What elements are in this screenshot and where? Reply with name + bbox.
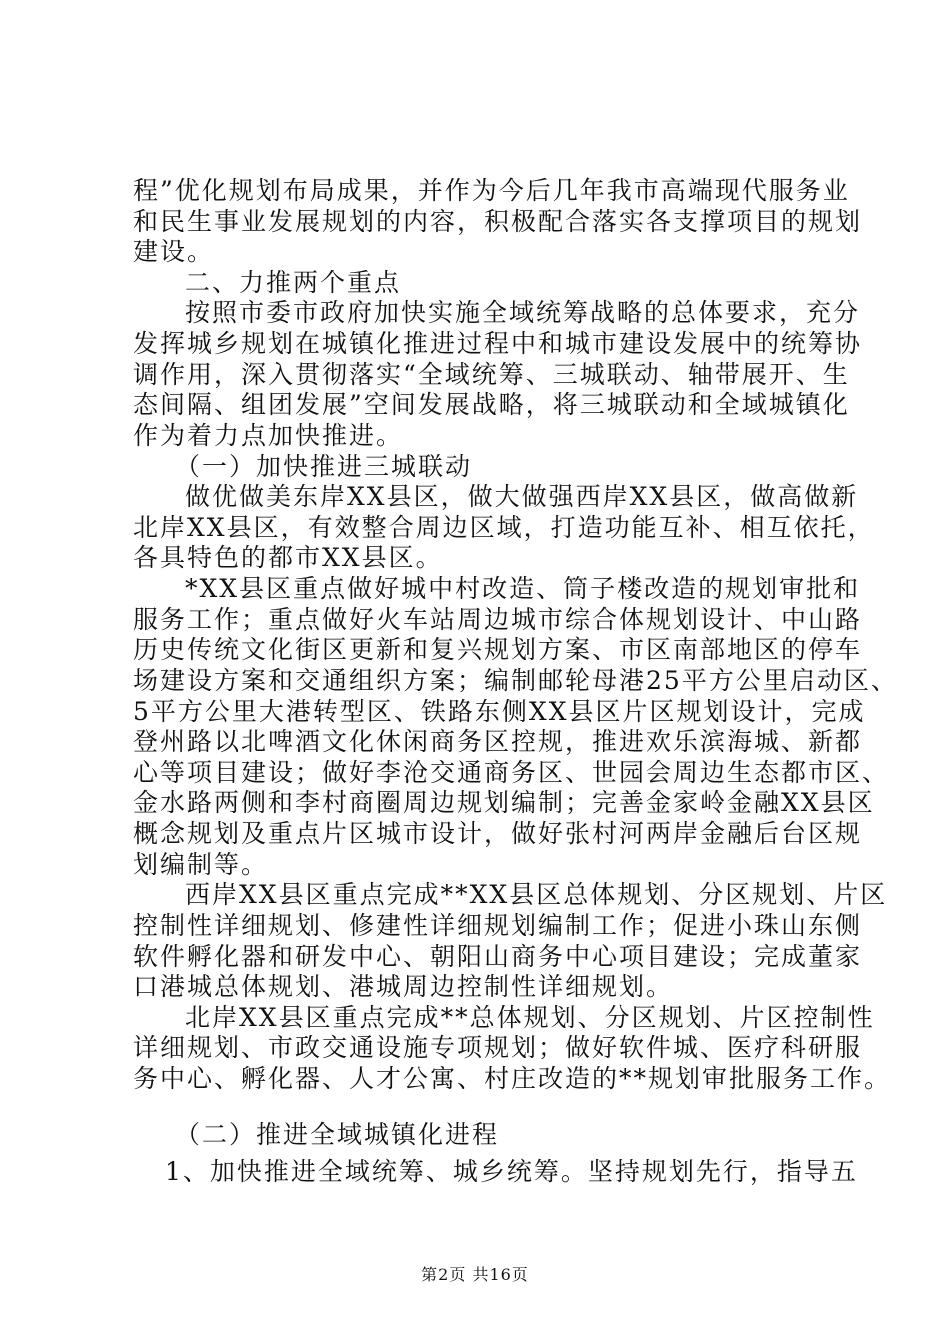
text-line: 场建设方案和交通组织方案；编制邮轮母港25平方公里启动区、 [133, 666, 898, 695]
text-line: 北岸XX县区重点完成**总体规划、分区规划、片区控制性 [185, 1003, 875, 1032]
text-line: 程”优化规划布局成果，并作为今后几年我市高端现代服务业 [133, 176, 850, 205]
text-line: *XX县区重点做好城中村改造、筒子楼改造的规划审批和 [185, 574, 861, 603]
text-line: 软件孵化器和研发中心、朝阳山商务中心项目建设；完成董家 [133, 942, 863, 971]
text-line: 概念规划及重点片区城市设计，做好张村河两岸金融后台区规 [133, 819, 863, 848]
text-line: 5平方公里大港转型区、铁路东侧XX县区片区规划设计，完成 [133, 697, 866, 726]
text-line: 详细规划、市政交通设施专项规划；做好软件城、医疗科研服 [133, 1033, 863, 1062]
text-line: 务中心、孵化器、人才公寓、村庄改造的**规划审批服务工作。 [133, 1064, 892, 1093]
text-line: 按照市委市政府加快实施全域统筹战略的总体要求，充分 [185, 298, 861, 327]
text-line: 做优做美东岸XX县区，做大做强西岸XX县区，做高做新 [185, 482, 859, 511]
text-line: 二、力推两个重点 [185, 268, 402, 297]
text-line: （二）推进全域城镇化进程 [175, 1120, 500, 1149]
text-line: 西岸XX县区重点完成**XX县区总体规划、分区规划、片区 [185, 880, 888, 909]
text-line: 服务工作；重点做好火车站周边城市综合体规划设计、中山路 [133, 605, 863, 634]
text-line: 和民生事业发展规划的内容，积极配合落实各支撑项目的规划 [133, 207, 863, 236]
text-line: 态间隔、组团发展”空间发展战略，将三城联动和全域城镇化 [133, 390, 850, 419]
text-line: 建设。 [133, 237, 215, 266]
page-footer: 第2页 共16页 [421, 1265, 529, 1284]
text-line: 1、加快推进全域统筹、城乡统筹。坚持规划先行，指导五 [165, 1157, 858, 1186]
text-line: 登州路以北啤酒文化休闲商务区控规，推进欢乐滨海城、新都 [133, 727, 863, 756]
text-line: 各具特色的都市XX县区。 [133, 543, 443, 572]
text-line: 北岸XX县区，有效整合周边区域，打造功能互补、相互依托， [133, 513, 875, 542]
text-line: 金水路两侧和李村商圈周边规划编制；完善金家岭金融XX县区 [133, 788, 875, 817]
text-line: （一）加快推进三城联动 [175, 452, 473, 481]
text-line: 发挥城乡规划在城镇化推进过程中和城市建设发展中的统筹协 [133, 329, 863, 358]
text-line: 口港城总体规划、港城周边控制性详细规划。 [133, 972, 674, 1001]
text-line: 心等项目建设；做好李沧交通商务区、世园会周边生态都市区、 [133, 758, 890, 787]
text-line: 历史传统文化街区更新和复兴规划方案、市区南部地区的停车 [133, 635, 863, 664]
text-line: 调作用，深入贯彻落实“全域统筹、三城联动、轴带展开、生 [133, 360, 850, 389]
text-line: 控制性详细规划、修建性详细规划编制工作；促进小珠山东侧 [133, 911, 863, 940]
text-line: 划编制等。 [133, 850, 269, 879]
text-line: 作为着力点加快推进。 [133, 421, 404, 450]
